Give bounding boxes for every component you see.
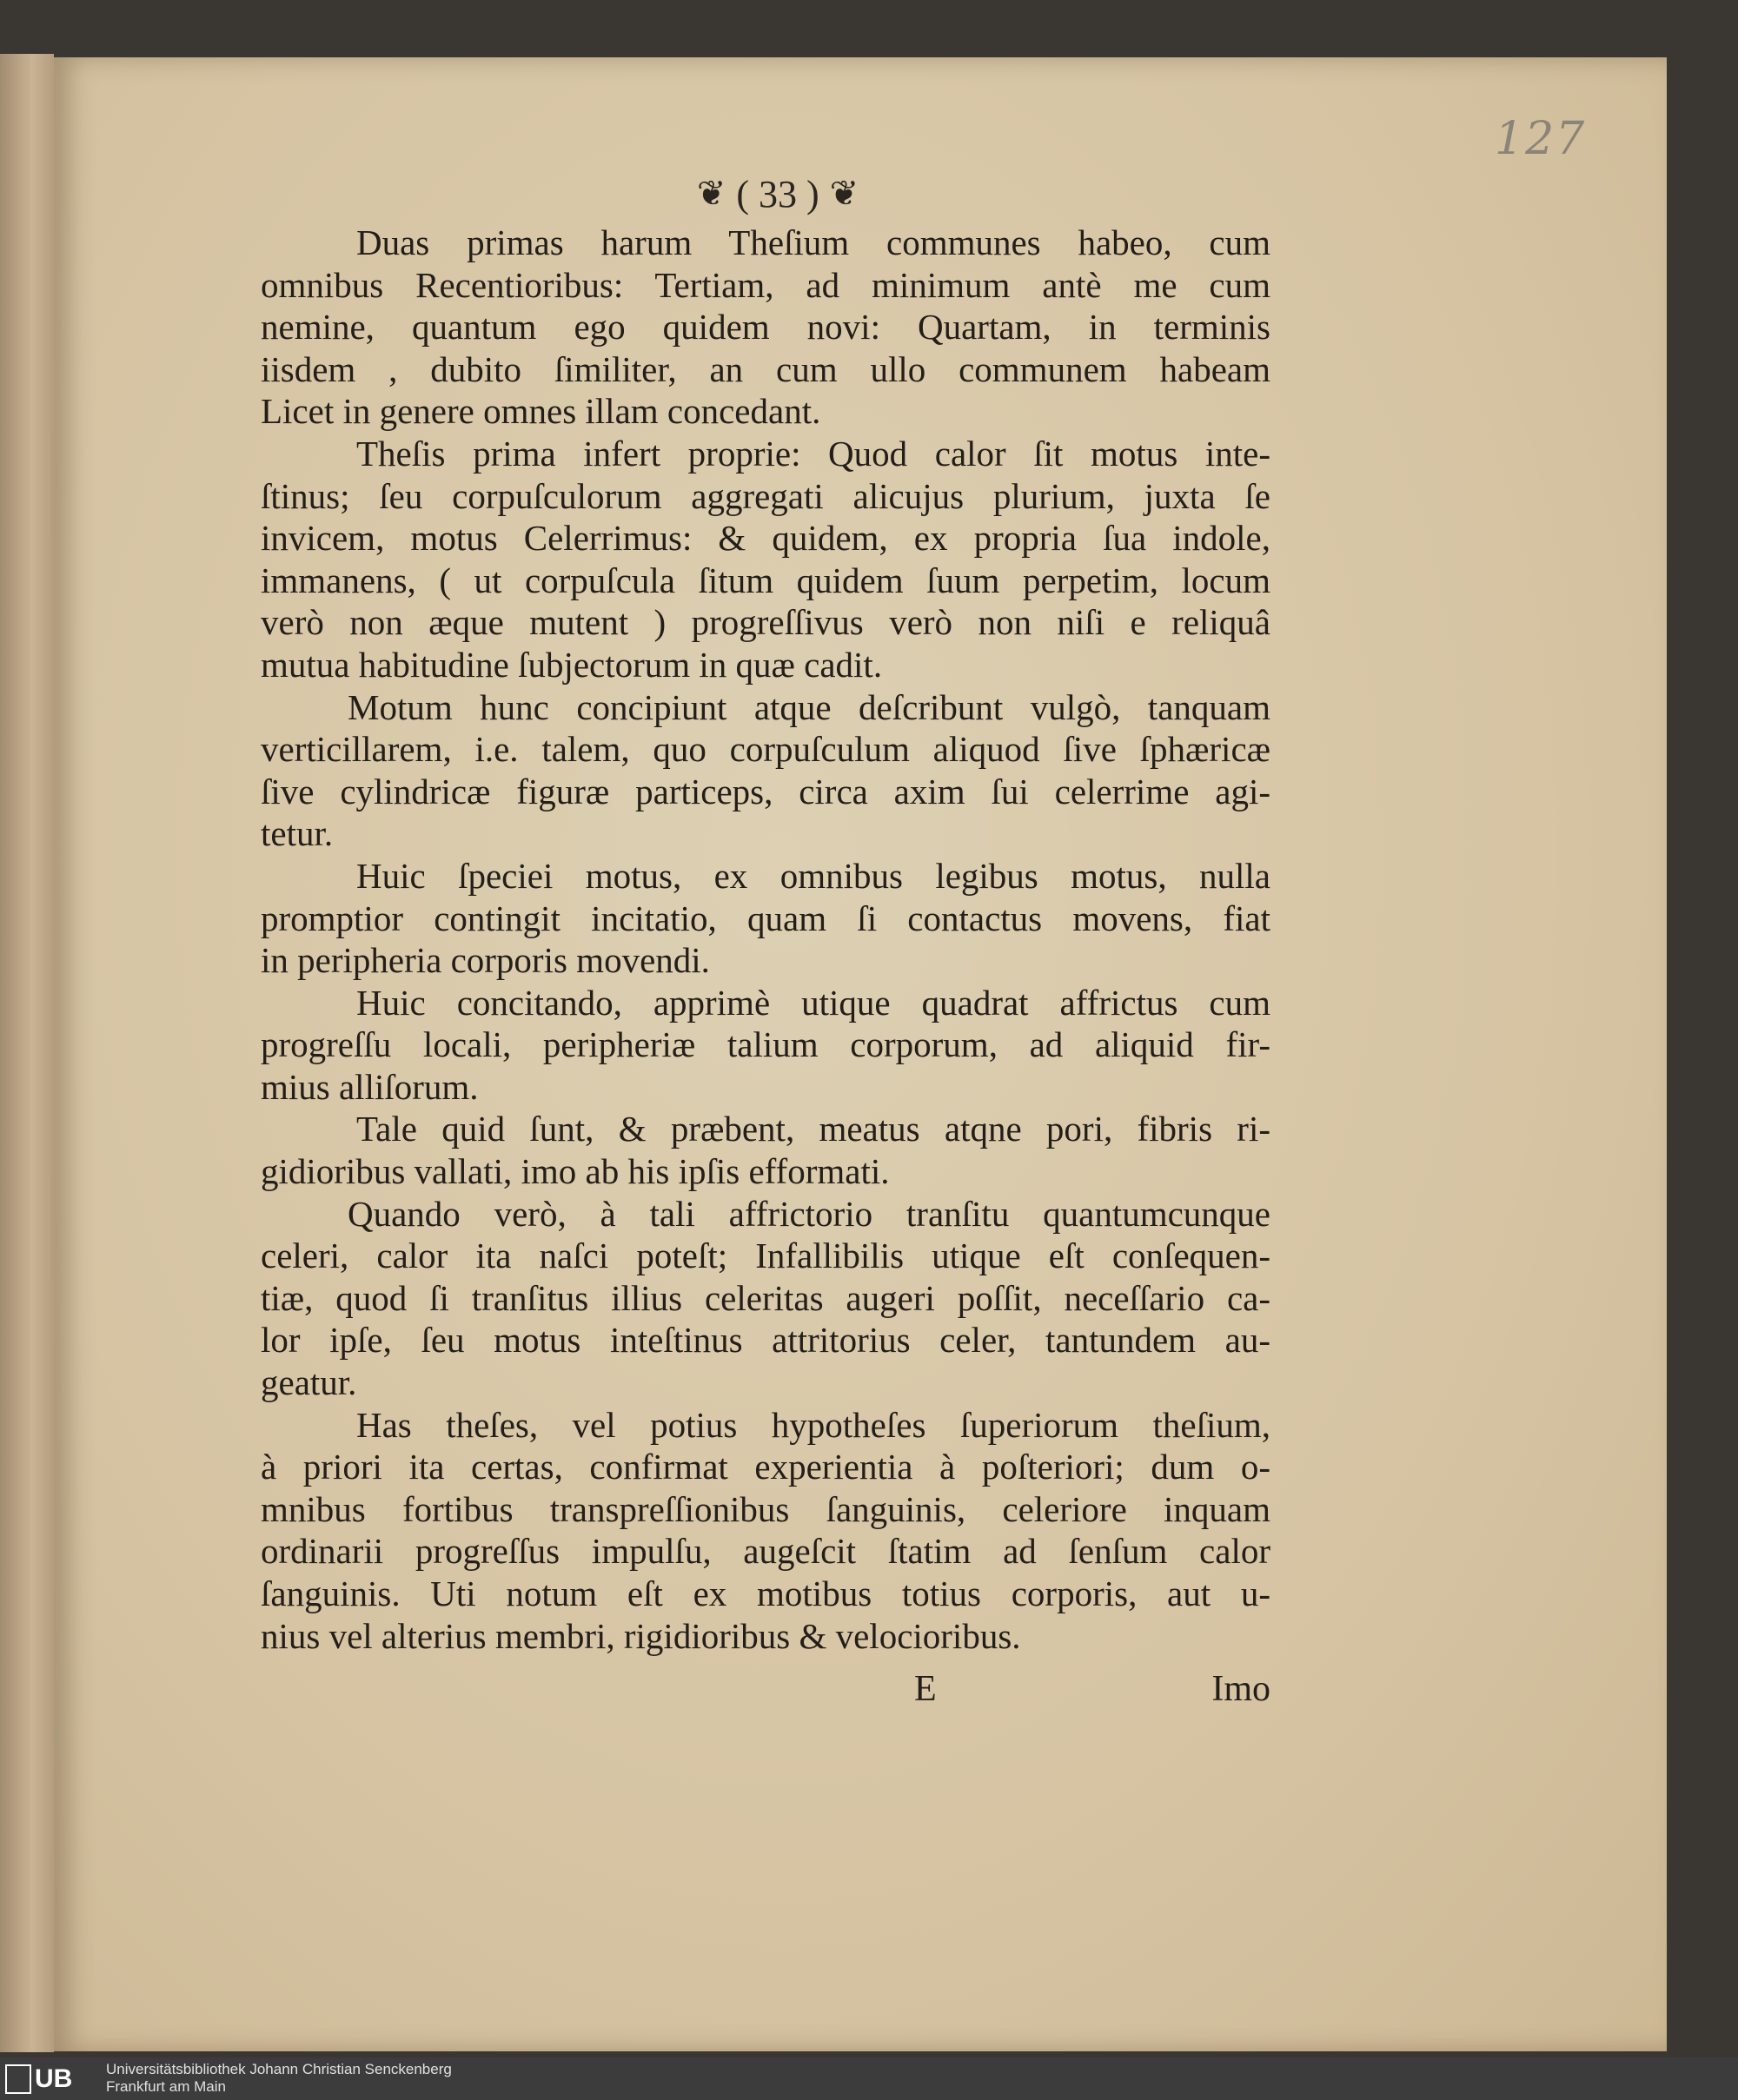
text-line: invicem, motus Celerrimus: & quidem, ex propria ſua indole, [261,518,1270,559]
text-line: mnibus fortibus transpreſſionibus ſanguinis, celeriore inquam [261,1488,1270,1529]
signature-mark: E [914,1669,937,1709]
page-number: ( 33 ) [736,172,819,215]
text-line: lor ipſe, ſeu motus inteſtinus attritorius celer, tantundem au- [261,1320,1270,1361]
text-line: geatur. [261,1362,357,1403]
logo-emblem-icon [5,2064,31,2094]
text-line: ſive cylindricæ figuræ particeps, circa axim ſui celerrime agi- [261,771,1270,812]
logo-text: UB [35,2064,73,2093]
text-line: Has theſes, vel potius hypotheſes ſuperiorum theſium, [356,1404,1270,1445]
text-line: Huic ſpeciei motus, ex omnibus legibus motus, nulla [356,855,1270,896]
text-line: tetur. [261,813,334,854]
text-line: tiæ, quod ſi tranſitus illius celeritas augeri poſſit, neceſſario ca- [261,1277,1270,1318]
ornament-left-icon: ❦ [696,174,726,214]
text-line: nemine, quantum ego quidem novi: Quartam, in terminis [261,307,1270,348]
text-line: ſanguinis. Uti notum eſt ex motibus totius corporis, aut u- [261,1573,1270,1613]
body-text [261,222,1270,1657]
text-line: Motum hunc concipiunt atque deſcribunt vulgò, tanquam [348,686,1270,727]
text-line: Duas primas harum Theſium communes habeo, cum [356,222,1270,262]
ub-logo[interactable] [5,2063,92,2095]
text-line: Quando verò, à tali affrictorio tranſitu quantumcunque [348,1193,1270,1234]
library-footer-bar [0,2057,1738,2100]
library-name [106,2061,452,2096]
text-line: progreſſu locali, peripheriæ talium corporum, ad aliquid fir- [261,1024,1270,1065]
library-name-line1: Universitätsbibliothek Johann Christian Senckenberg [106,2061,452,2077]
facing-page-edge [0,54,54,2052]
catchword: Imo [1211,1669,1270,1709]
running-head [647,163,908,224]
text-line: immanens, ( ut corpuſcula ſitum quidem ſuum perpetim, locum [261,560,1270,600]
text-line: in peripheria corporis movendi. [261,940,710,981]
text-line: gidioribus vallati, imo ab his ipſis efformati. [261,1151,890,1192]
text-line: Theſis prima infert proprie: Quod calor ſit motus inte- [356,433,1270,474]
page-foot [261,1668,1270,1720]
text-line: iisdem , dubito ſimiliter, an cum ullo communem habeam [261,348,1270,389]
text-line: mutua habitudine ſubjectorum in quæ cadit. [261,644,883,685]
text-line: ſtinus; ſeu corpuſculorum aggregati alicujus plurium, juxta ſe [261,475,1270,516]
text-line: Licet in genere omnes illam concedant. [261,391,821,432]
text-line: à priori ita certas, confirmat experientia à poſteriori; dum o- [261,1447,1270,1487]
text-line: ordinarii progreſſus impulſu, augeſcit ſtatim ad ſenſum calor [261,1531,1270,1572]
text-line: Tale quid ſunt, & præbent, meatus atqne pori, fibris ri- [356,1109,1270,1149]
text-line: verticillarem, i.e. talem, quo corpuſculum aliquod ſive ſphæricæ [261,729,1270,770]
text-line: promptior contingit incitatio, quam ſi contactus movens, fiat [261,898,1270,938]
text-line: mius alliſorum. [261,1066,479,1107]
text-line: Huic concitando, apprimè utique quadrat affrictus cum [356,982,1270,1023]
ornament-right-icon: ❦ [829,174,859,214]
library-name-line2: Frankfurt am Main [106,2078,226,2095]
text-line: nius vel alterius membri, rigidioribus & velocioribus. [261,1615,1021,1656]
text-line: celeri, calor ita naſci poteſt; Infallibilis utique eſt conſequen- [261,1235,1270,1276]
folio-mark: 127 [1495,113,1587,165]
text-line: verò non æque mutent ) progreſſivus verò non niſi e reliquâ [261,602,1270,643]
text-line: omnibus Recentioribus: Tertiam, ad minimum antè me cum [261,264,1270,305]
